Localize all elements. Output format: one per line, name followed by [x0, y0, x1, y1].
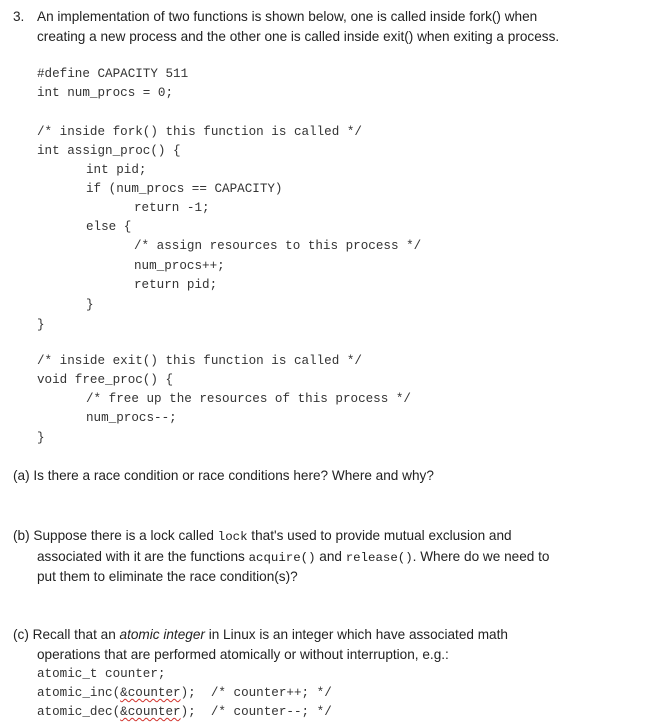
part-b-text: and: [315, 549, 346, 564]
code-fn: atomic_inc(: [37, 686, 121, 700]
code-free-signature: void free_proc() {: [37, 373, 174, 387]
code-line: num_procs--;: [86, 411, 177, 425]
part-c-line-1: [13, 625, 508, 645]
code-free-comment: /* inside exit() this function is called */: [37, 354, 362, 368]
part-c-code-line-3: [37, 703, 332, 722]
part-c-line-2: operations that are performed atomically or without interruption, e.g.:: [37, 647, 449, 662]
part-b-line-1: [13, 526, 512, 547]
code-tail: ); /* counter--; */: [180, 705, 332, 719]
part-c-text: (c) Recall that an: [13, 627, 120, 642]
acquire-code: acquire(): [248, 551, 316, 565]
question-intro-line-2: creating a new process and the other one is called inside exit() when exiting a process.: [37, 29, 560, 44]
code-line: return pid;: [134, 278, 218, 292]
part-b-text: associated with it are the functions: [37, 549, 249, 564]
code-assign-comment: /* inside fork() this function is called */: [37, 125, 362, 139]
release-code: release(): [345, 551, 413, 565]
lock-code: lock: [217, 530, 248, 544]
part-b-text: that's used to provide mutual exclusion and: [247, 528, 512, 543]
part-c-code-line-2: [37, 684, 332, 703]
code-line: /* free up the resources of this process */: [86, 392, 411, 406]
question-number: 3.: [13, 9, 25, 24]
part-b-line-2: [37, 547, 549, 568]
code-line: /* assign resources to this process */: [134, 239, 422, 253]
code-line: num_procs++;: [134, 259, 225, 273]
part-b-line-3: put them to eliminate the race condition(s)?: [37, 569, 298, 584]
code-tail: ); /* counter++; */: [180, 686, 332, 700]
code-line: }: [86, 298, 94, 312]
part-c-text: in Linux is an integer which have associated math: [204, 627, 508, 642]
code-line: else {: [86, 220, 132, 234]
code-define-line: #define CAPACITY 511: [37, 67, 189, 81]
atomic-integer-term: atomic integer: [119, 627, 205, 642]
code-free-close: }: [37, 431, 45, 445]
code-arg: &counter: [120, 705, 181, 719]
code-assign-close: }: [37, 318, 45, 332]
code-arg: &counter: [120, 686, 181, 700]
part-b-text: (b) Suppose there is a lock called: [13, 528, 218, 543]
code-fn: atomic_dec(: [37, 705, 121, 719]
part-c-code-line-1: atomic_t counter;: [37, 667, 166, 681]
code-line: int pid;: [86, 163, 147, 177]
code-line: if (num_procs == CAPACITY): [86, 182, 283, 196]
question-intro-line-1: An implementation of two functions is shown below, one is called inside fork() when: [37, 9, 538, 24]
part-b-text: . Where do we need to: [412, 549, 550, 564]
part-a-question: (a) Is there a race condition or race conditions here? Where and why?: [13, 468, 434, 483]
code-decl-line: int num_procs = 0;: [37, 86, 174, 100]
code-line: return -1;: [134, 201, 210, 215]
code-assign-signature: int assign_proc() {: [37, 144, 181, 158]
